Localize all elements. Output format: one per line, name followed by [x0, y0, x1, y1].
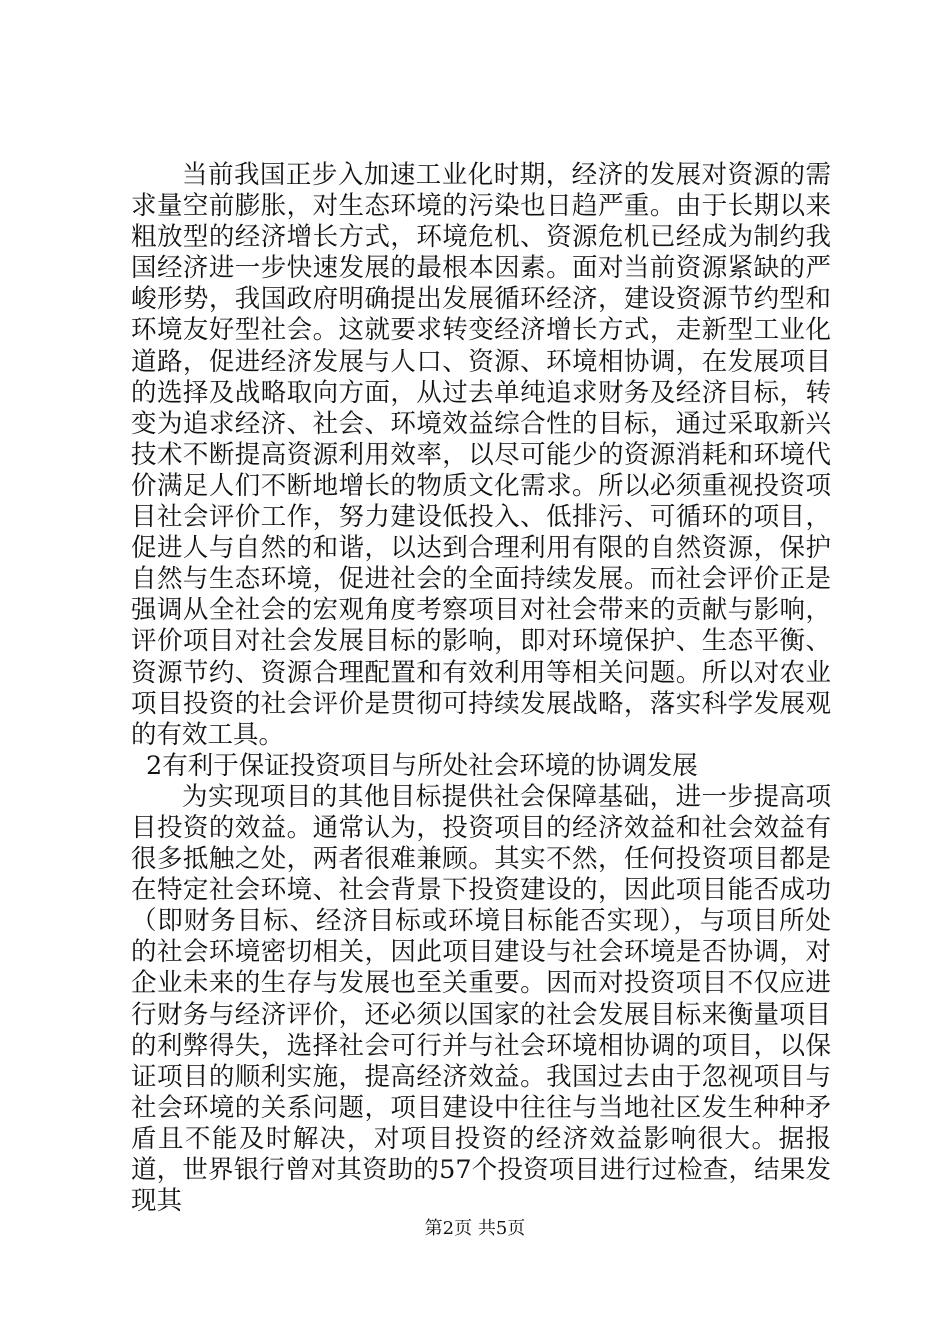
- document-body: [131, 160, 831, 1217]
- page-footer: 第2页 共5页: [424, 1218, 526, 1239]
- body-paragraph: 当前我国正步入加速工业化时期，经济的发展对资源的需求量空前膨胀，对生态环境的污染也日趋严重。由于长期以来粗放型的经济增长方式，环境危机、资源危机已经成为制约我国经济进一步快速发展的最根本因素。面对当前资源紧缺的严峻形势，我国政府明确提出发展循环经济，建设资源节约型和环境友好型社会。这就要求转变经济增长方式，走新型工业化道路，促进经济发展与人口、资源、环境相协调，在发展项目的选择及战略取向方面，从过去单纯追求财务及经济目标，转变为追求经济、社会、环境效益综合性的目标，通过采取新兴技术不断提高资源利用效率，以尽可能少的资源消耗和环境代价满足人们不断地增长的物质文化需求。所以必须重视投资项目社会评价工作，努力建设低投入、低排污、可循环的项目，促进人与自然的和谐，以达到合理利用有限的自然资源，保护自然与生态环境，促进社会的全面持续发展。而社会评价正是强调从全社会的宏观角度考察项目对社会带来的贡献与影响，评价项目对社会发展目标的影响，即对环境保护、生态平衡、资源节约、资源合理配置和有效利用等相关问题。所以对农业项目投资的社会评价是贯彻可持续发展战略，落实科学发展观的有效工具。: [131, 160, 831, 750]
- body-paragraph: 为实现项目的其他目标提供社会保障基础，进一步提高项目投资的效益。通常认为，投资项目的经济效益和社会效益有很多抵触之处，两者很难兼顾。其实不然，任何投资项目都是在特定社会环境、社会背景下投资建设的，因此项目能否成功（即财务目标、经济目标或环境目标能否实现），与项目所处的社会环境密切相关，因此项目建设与社会环境是否协调，对企业未来的生存与发展也至关重要。因而对投资项目不仅应进行财务与经济评价，还必须以国家的社会发展目标来衡量项目的利弊得失，选择社会可行并与社会环境相协调的项目，以保证项目的顺利实施，提高经济效益。我国过去由于忽视项目与社会环境的关系问题，项目建设中往往与当地社区发生种种矛盾且不能及时解决，对项目投资的经济效益影响很大。据报道，世界银行曾对其资助的57个投资项目进行过检查，结果发现其: [131, 781, 831, 1217]
- section-heading: 2有利于保证投资项目与所处社会环境的协调发展: [146, 750, 698, 781]
